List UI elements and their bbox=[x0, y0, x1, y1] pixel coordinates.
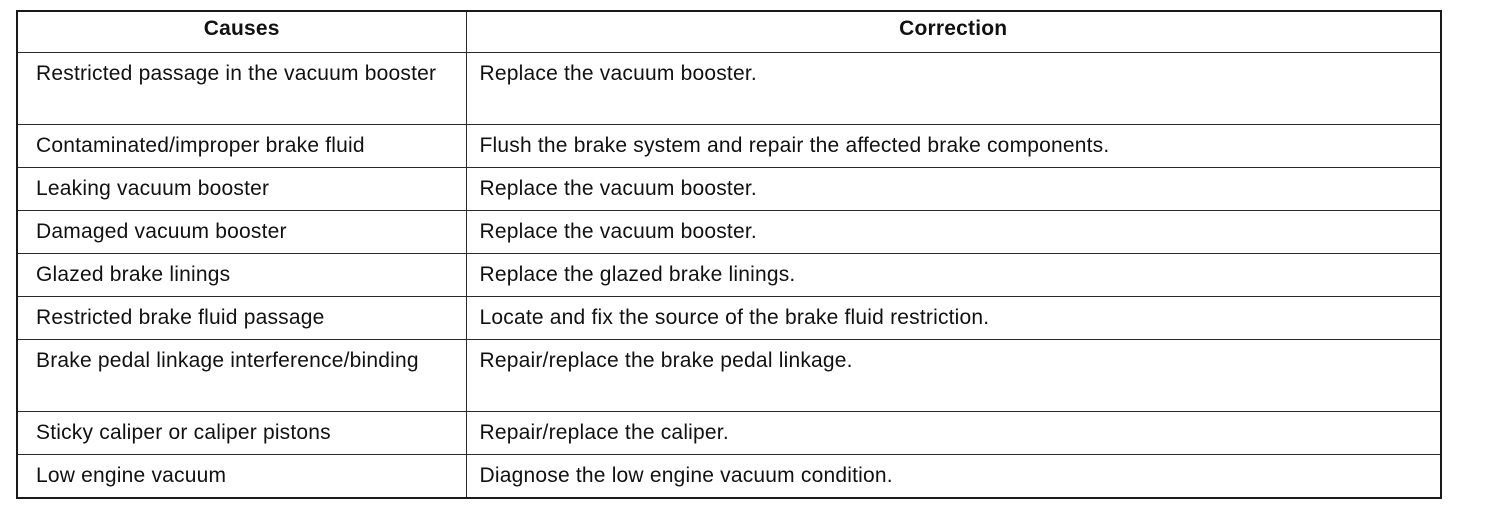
correction-cell: Replace the glazed brake linings. bbox=[466, 254, 1441, 297]
table-row bbox=[17, 455, 1441, 499]
header-row bbox=[17, 11, 1441, 53]
table-row bbox=[17, 412, 1441, 455]
cause-cell: Restricted brake fluid passage bbox=[17, 297, 466, 340]
correction-cell: Repair/replace the brake pedal linkage. bbox=[466, 340, 1441, 412]
table-row bbox=[17, 168, 1441, 211]
correction-cell: Locate and fix the source of the brake fluid restriction. bbox=[466, 297, 1441, 340]
table-row bbox=[17, 254, 1441, 297]
cause-cell: Restricted passage in the vacuum booster bbox=[17, 53, 466, 125]
table-row bbox=[17, 53, 1441, 125]
cause-cell: Damaged vacuum booster bbox=[17, 211, 466, 254]
correction-cell: Replace the vacuum booster. bbox=[466, 168, 1441, 211]
table-row bbox=[17, 211, 1441, 254]
correction-cell: Repair/replace the caliper. bbox=[466, 412, 1441, 455]
cause-cell: Brake pedal linkage interference/binding bbox=[17, 340, 466, 412]
table-row bbox=[17, 340, 1441, 412]
cause-cell: Leaking vacuum booster bbox=[17, 168, 466, 211]
diagnosis-table bbox=[16, 10, 1442, 499]
correction-cell: Replace the vacuum booster. bbox=[466, 53, 1441, 125]
cause-cell: Contaminated/improper brake fluid bbox=[17, 125, 466, 168]
cause-cell: Glazed brake linings bbox=[17, 254, 466, 297]
table-row bbox=[17, 297, 1441, 340]
cause-cell: Low engine vacuum bbox=[17, 455, 466, 499]
cause-cell: Sticky caliper or caliper pistons bbox=[17, 412, 466, 455]
correction-cell: Flush the brake system and repair the affected brake components. bbox=[466, 125, 1441, 168]
correction-cell: Diagnose the low engine vacuum condition. bbox=[466, 455, 1441, 499]
correction-header: Correction bbox=[466, 11, 1441, 53]
table-row bbox=[17, 125, 1441, 168]
correction-cell: Replace the vacuum booster. bbox=[466, 211, 1441, 254]
causes-header: Causes bbox=[17, 11, 466, 53]
